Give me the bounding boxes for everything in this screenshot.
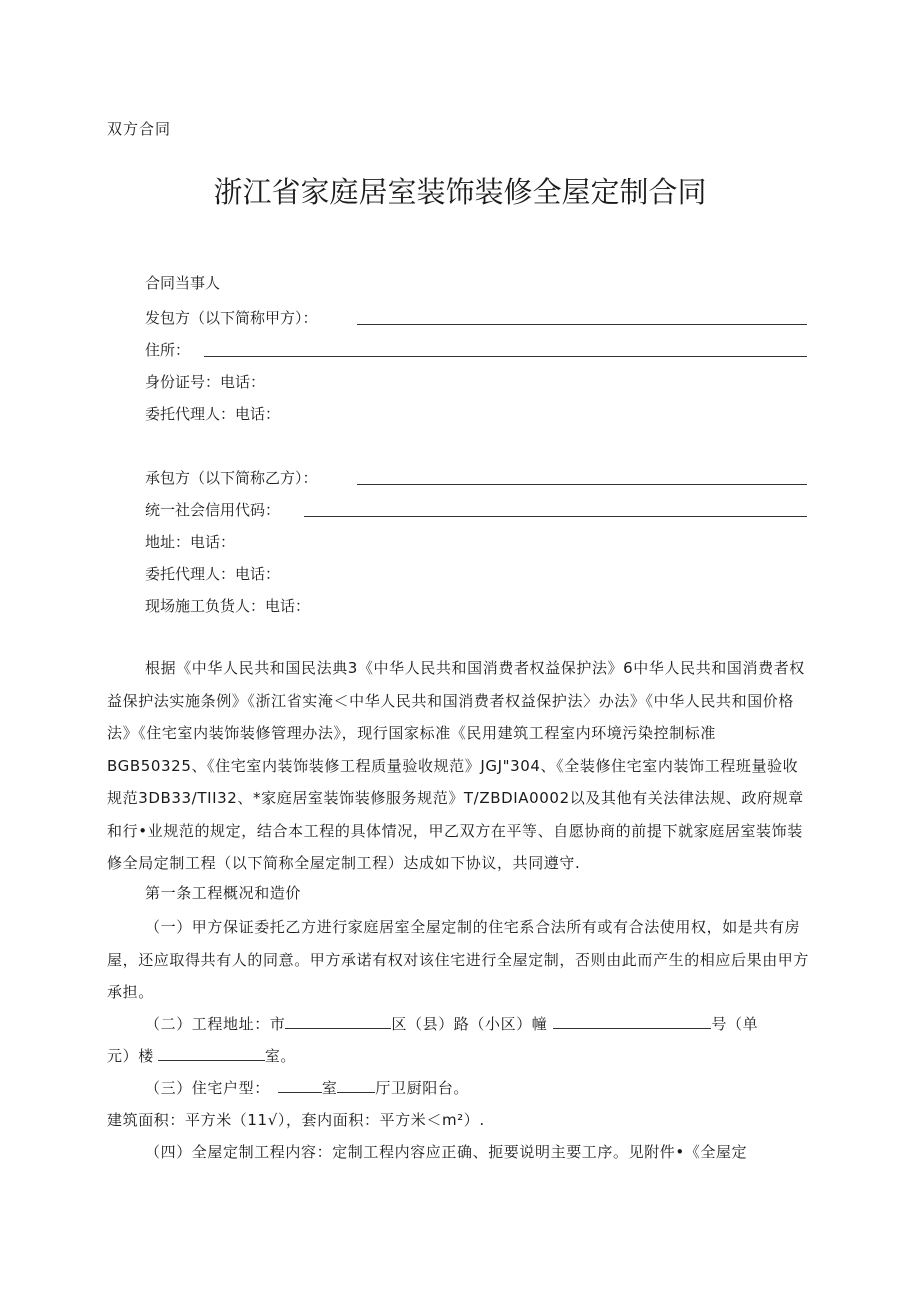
item3-room: 室 [321,1079,338,1097]
party-a-field[interactable] [357,324,807,325]
city-field[interactable] [285,1014,391,1029]
item2-address-room: 室。 [264,1047,297,1065]
preamble-text: 根据《中华人民共和国民法典3《中华人民共和国消费者权益保护法》6中华人民共和国消费者权益保护法实施条例》《浙江省实淹＜中华人民共和国消费者权益保护法〉办法》《中华人民共和国价格法》《住宅室内装饰装修管理办法》，现行国家标准《民用建筑工程室内环境污染控制标准BGB50325、《住宅室内装饰装修工程质量验收规范》JGJ"304、《全装修住宅室内装饰工程班量验收规范3DB33/TII32、*家庭居室装饰装修服务规范》T/ZBDIA0002以及其他有关法律法规、政府规章和行•业规范的规定，结合本工程的具体情况，甲乙双方在平等、自愿协商的前提下就家庭居室装饰装修全局定制工程（以下简称全屋定制工程）达成如下协议，共同遵守. [107,659,805,872]
preamble-block [107,652,812,880]
article1-item2-line2 [107,1046,296,1066]
item2-address-district: 区（县）路（小区）幢 [391,1015,548,1033]
address-a-field[interactable] [204,356,807,357]
document-title: 浙江省家庭居室装饰装修全屋定制合同 [213,175,707,209]
party-b-label: 承包方（以下简称乙方）： [145,469,318,487]
article1-heading: 第一条工程概况和造价 [145,884,302,902]
address-b-label: 地址：电话： [145,533,236,551]
article1-area-line: 建筑面积：平方米（11√），套内面积：平方米＜m²）. [107,1111,485,1129]
party-a-label: 发包方（以下简称甲方）： [145,309,318,327]
article1-item3-line [145,1078,469,1098]
article1-item1-text: （一）甲方保证委托乙方进行家庭居室全屋定制的住宅系合法所有或有合法使用权，如是共有房屋，还应取得共有人的同意。甲方承诺有权对该住宅进行全屋定制，否则由此而产生的相应后果由甲方承担。 [107,918,810,1001]
credit-code-label: 统一社会信用代码： [145,501,281,519]
header-tag: 双方合同 [107,120,172,138]
item2-address-floor: 元）楼 [107,1047,154,1065]
article1-item1-block [107,911,812,1009]
room-field[interactable] [158,1046,265,1061]
agent-b-label: 委托代理人：电话： [145,565,281,583]
hall-count-field[interactable] [337,1078,375,1093]
article1-item4-line: （四）全屋定制工程内容：定制工程内容应正确、扼要说明主要工序。见附件•《全屋定 [145,1143,748,1161]
credit-code-field[interactable] [304,516,807,517]
id-phone-label: 身份证号：电话： [145,373,266,391]
item3-type-label: （三）住宅户型： [145,1079,270,1097]
parties-heading: 合同当事人 [145,274,221,292]
item3-rest: 厅卫厨阳台。 [375,1079,470,1097]
article1-item2-line1 [145,1014,758,1034]
address-a-label: 住所： [145,341,191,359]
building-field[interactable] [553,1014,711,1029]
site-manager-label: 现场施工负货人：电话： [145,597,311,615]
item2-address-number: 号（单 [711,1015,759,1033]
agent-a-label: 委托代理人：电话： [145,405,281,423]
party-b-field[interactable] [357,484,807,485]
room-count-field[interactable] [278,1078,322,1093]
item2-address-city: （二）工程地址：市 [145,1015,286,1033]
